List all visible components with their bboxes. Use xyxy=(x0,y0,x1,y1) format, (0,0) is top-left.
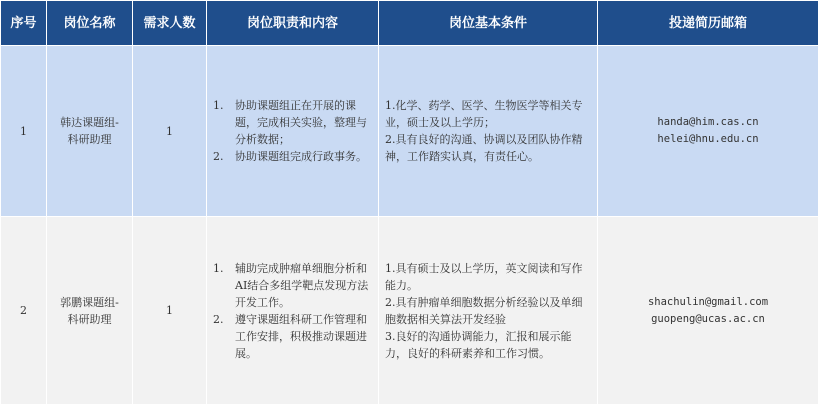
row-position xyxy=(47,46,133,217)
requirement-item: 2.具有肿瘤单细胞数据分析经验以及单细胞数据相关算法开发经验 xyxy=(385,295,583,326)
row-index: 2 xyxy=(1,217,47,405)
row-position xyxy=(47,217,133,405)
position-line: 韩达课题组- xyxy=(60,116,119,129)
header-index: 序号 xyxy=(1,1,47,46)
duty-item: 协助课题组完成行政事务。 xyxy=(235,150,367,163)
email-address[interactable]: guopeng@ucas.ac.cn xyxy=(651,312,765,325)
duty-item: 遵守课题组科研工作管理和工作安排，积极推动课题进展。 xyxy=(235,312,367,360)
row-duties xyxy=(207,46,379,217)
position-line: 科研助理 xyxy=(67,312,112,326)
position-line: 科研助理 xyxy=(67,133,112,146)
table-row xyxy=(1,46,818,217)
row-email xyxy=(598,217,818,405)
duty-item: 辅助完成肿瘤单细胞分析和AI结合多组学靶点发现方法开发工作。 xyxy=(235,261,369,309)
row-count: 1 xyxy=(133,217,207,405)
duties-list xyxy=(213,260,372,362)
email-address[interactable]: shachulin@gmail.com xyxy=(647,295,769,308)
row-requirements xyxy=(379,46,598,217)
row-duties xyxy=(207,217,379,405)
row-index: 1 xyxy=(1,46,47,217)
row-count: 1 xyxy=(133,46,207,217)
duties-list xyxy=(213,97,372,165)
header-email: 投递简历邮箱 xyxy=(598,1,818,46)
header-duties: 岗位职责和内容 xyxy=(207,1,379,46)
header-row xyxy=(1,1,818,46)
row-requirements xyxy=(379,217,598,405)
duty-item: 协助课题组正在开展的课题，完成相关实验，整理与分析数据； xyxy=(235,99,367,146)
requirement-item: 1.化学、药学、医学、生物医学等相关专业，硕士及以上学历； xyxy=(385,99,583,129)
table-row xyxy=(1,217,818,405)
email-address[interactable]: helei@hnu.edu.cn xyxy=(657,133,759,145)
header-requirements: 岗位基本条件 xyxy=(379,1,598,46)
header-count: 需求人数 xyxy=(133,1,207,46)
requirement-item: 1.具有硕士及以上学历，英文阅读和写作能力。 xyxy=(385,261,583,292)
requirement-item: 3.良好的沟通协调能力，汇报和展示能力，良好的科研素养和工作习惯。 xyxy=(385,329,572,360)
requirement-item: 2.具有良好的沟通、协调以及团队协作精神，工作踏实认真，有责任心。 xyxy=(385,133,583,163)
row-email xyxy=(598,46,818,217)
position-line: 郭鹏课题组- xyxy=(60,295,119,309)
email-address[interactable]: handa@him.cas.cn xyxy=(657,116,759,128)
header-position: 岗位名称 xyxy=(47,1,133,46)
